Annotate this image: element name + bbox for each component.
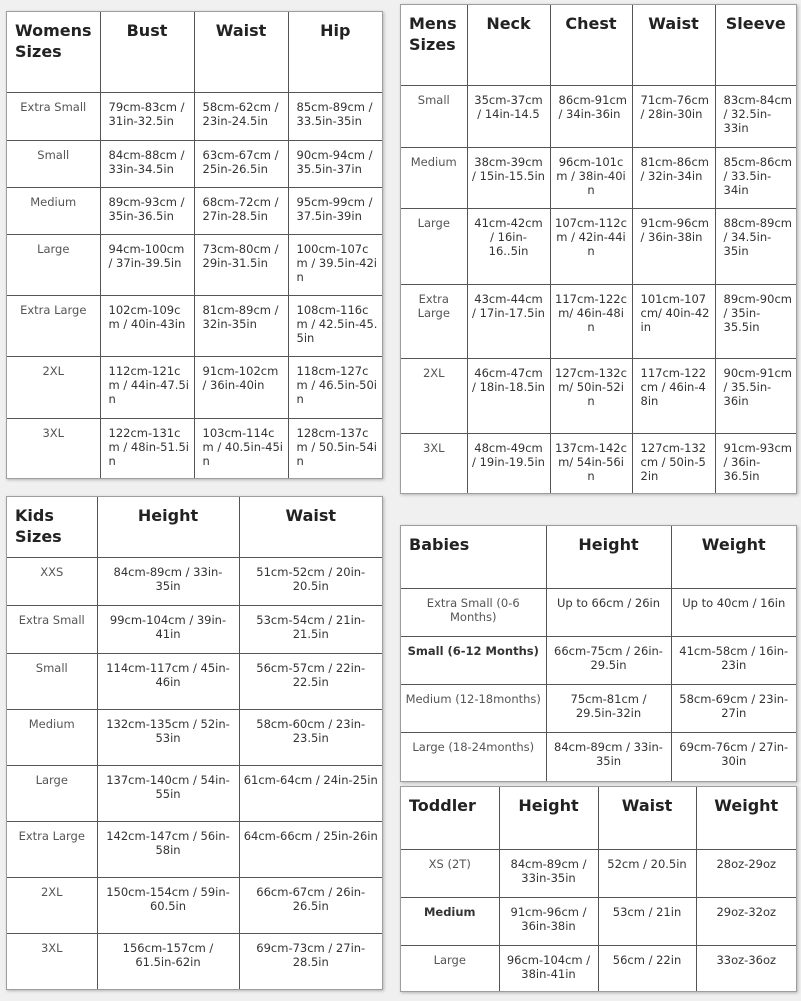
table-row [7,140,382,187]
table-header-row [401,526,796,588]
toddler-size-chart [400,786,797,992]
table-header-row [7,12,382,92]
size-label: Large [7,765,97,821]
measurement-cell: 103cm-114cm / 40.5in-45in [194,418,288,478]
measurement-cell: 48cm-49cm / 19in-19.5in [467,433,550,493]
table-row [7,821,382,877]
measurement-cell: Up to 40cm / 16in [671,588,796,636]
size-label: Medium (12-18months) [401,684,546,732]
size-label: Extra Large [7,821,97,877]
measurement-cell: 84cm-88cm / 33in-34.5in [100,140,194,187]
measurement-cell: 85cm-89cm / 33.5in-35in [288,92,382,140]
table-row [7,356,382,418]
column-header-height: Height [546,526,671,588]
size-label: 3XL [7,418,100,478]
table-header-row [401,787,796,849]
column-header-waist: Waist [194,12,288,92]
table-row [7,187,382,234]
size-label: Large [7,234,100,295]
measurement-cell: 101cm-107cm/ 40in-42in [632,284,715,358]
size-label: Extra Large [7,295,100,356]
size-label: Small [7,653,97,709]
measurement-cell: 51cm-52cm / 20in-20.5in [239,557,382,605]
size-label: Medium [401,897,499,945]
kids-size-chart [6,496,383,990]
measurement-cell: 112cm-121cm / 44in-47.5in [100,356,194,418]
measurement-cell: 58cm-62cm / 23in-24.5in [194,92,288,140]
kids-title: Kids Sizes [7,497,97,557]
table-row [401,358,796,433]
measurement-cell: 66cm-75cm / 26in-29.5in [546,636,671,684]
measurement-cell: 35cm-37cm / 14in-14.5 [467,85,550,147]
measurement-cell: 96cm-101cm / 38in-40in [550,147,632,208]
measurement-cell: 91cm-96cm / 36in-38in [632,208,715,284]
table-row [7,418,382,478]
size-label: Small (6-12 Months) [401,636,546,684]
table-row [401,284,796,358]
measurement-cell: 117cm-122cm / 46in-48in [632,358,715,433]
measurement-cell: 95cm-99cm / 37.5in-39in [288,187,382,234]
measurement-cell: 132cm-135cm / 52in-53in [97,709,239,765]
measurement-cell: 83cm-84cm / 32.5in-33in [715,85,796,147]
measurement-cell: 122cm-131cm / 48in-51.5in [100,418,194,478]
measurement-cell: 114cm-117cm / 45in-46in [97,653,239,709]
table-row [401,897,796,945]
table-row [401,433,796,493]
measurement-cell: 79cm-83cm / 31in-32.5in [100,92,194,140]
size-label: Large (18-24months) [401,732,546,781]
measurement-cell: 75cm-81cm / 29.5in-32in [546,684,671,732]
measurement-cell: 53cm-54cm / 21in-21.5in [239,605,382,653]
column-header-height: Height [97,497,239,557]
size-label: 2XL [401,358,467,433]
measurement-cell: 61cm-64cm / 24in-25in [239,765,382,821]
size-label: 2XL [7,877,97,933]
measurement-cell: 69cm-73cm / 27in-28.5in [239,933,382,989]
measurement-cell: 137cm-142cm/ 54in-56in [550,433,632,493]
table-row [7,605,382,653]
measurement-cell: 29oz-32oz [696,897,796,945]
size-label: Extra Large [401,284,467,358]
measurement-cell: 91cm-96cm / 36in-38in [499,897,598,945]
size-label: XS (2T) [401,849,499,897]
measurement-cell: 64cm-66cm / 25in-26in [239,821,382,877]
measurement-cell: 33oz-36oz [696,945,796,991]
column-header-weight: Weight [671,526,796,588]
table-row [401,636,796,684]
column-header-weight: Weight [696,787,796,849]
table-header-row [7,497,382,557]
measurement-cell: 90cm-91cm / 35.5in-36in [715,358,796,433]
measurement-cell: 96cm-104cm / 38in-41in [499,945,598,991]
table-row [401,732,796,781]
measurement-cell: 137cm-140cm / 54in-55in [97,765,239,821]
size-label: Medium [7,187,100,234]
size-label: XXS [7,557,97,605]
measurement-cell: 91cm-102cm / 36in-40in [194,356,288,418]
size-label: Extra Small [7,92,100,140]
table-row [401,945,796,991]
measurement-cell: 58cm-60cm / 23in-23.5in [239,709,382,765]
measurement-cell: 28oz-29oz [696,849,796,897]
size-label: Medium [7,709,97,765]
measurement-cell: 69cm-76cm / 27in-30in [671,732,796,781]
size-label: Large [401,208,467,284]
column-header-neck: Neck [467,5,550,85]
measurement-cell: 81cm-89cm / 32in-35in [194,295,288,356]
table-row [7,557,382,605]
measurement-cell: 99cm-104cm / 39in-41in [97,605,239,653]
size-label: 3XL [7,933,97,989]
measurement-cell: 100cm-107cm / 39.5in-42in [288,234,382,295]
measurement-cell: 81cm-86cm / 32in-34in [632,147,715,208]
table-row [7,933,382,989]
measurement-cell: 117cm-122cm/ 46in-48in [550,284,632,358]
measurement-cell: 66cm-67cm / 26in-26.5in [239,877,382,933]
measurement-cell: 84cm-89cm / 33in-35in [546,732,671,781]
babies-size-chart [400,525,797,782]
table-row [7,92,382,140]
table-row [7,765,382,821]
measurement-cell: 142cm-147cm / 56in-58in [97,821,239,877]
table-row [401,85,796,147]
measurement-cell: 128cm-137cm / 50.5in-54in [288,418,382,478]
size-label: Large [401,945,499,991]
measurement-cell: 91cm-93cm / 36in-36.5in [715,433,796,493]
table-row [401,588,796,636]
size-label: Extra Small [7,605,97,653]
measurement-cell: 56cm / 22in [598,945,696,991]
measurement-cell: 58cm-69cm / 23in-27in [671,684,796,732]
babies-title: Babies [401,526,546,588]
column-header-chest: Chest [550,5,632,85]
table-row [7,709,382,765]
measurement-cell: 56cm-57cm / 22in-22.5in [239,653,382,709]
table-row [7,295,382,356]
toddler-title: Toddler [401,787,499,849]
column-header-waist: Waist [239,497,382,557]
table-row [401,208,796,284]
measurement-cell: 43cm-44cm / 17in-17.5in [467,284,550,358]
table-row [401,849,796,897]
table-row [7,653,382,709]
measurement-cell: 94cm-100cm / 37in-39.5in [100,234,194,295]
column-header-bust: Bust [100,12,194,92]
size-label: Small [401,85,467,147]
measurement-cell: 89cm-90cm / 35in-35.5in [715,284,796,358]
mens-size-chart [400,4,797,494]
measurement-cell: 102cm-109cm / 40in-43in [100,295,194,356]
measurement-cell: 89cm-93cm / 35in-36.5in [100,187,194,234]
measurement-cell: 84cm-89cm / 33in-35in [499,849,598,897]
size-label: Extra Small (0-6 Months) [401,588,546,636]
measurement-cell: 156cm-157cm / 61.5in-62in [97,933,239,989]
measurement-cell: 71cm-76cm / 28in-30in [632,85,715,147]
measurement-cell: 150cm-154cm / 59in-60.5in [97,877,239,933]
measurement-cell: 68cm-72cm / 27in-28.5in [194,187,288,234]
measurement-cell: 38cm-39cm / 15in-15.5in [467,147,550,208]
column-header-height: Height [499,787,598,849]
measurement-cell: 52cm / 20.5in [598,849,696,897]
size-label: 2XL [7,356,100,418]
measurement-cell: 107cm-112cm / 42in-44in [550,208,632,284]
measurement-cell: 73cm-80cm / 29in-31.5in [194,234,288,295]
table-row [7,877,382,933]
measurement-cell: Up to 66cm / 26in [546,588,671,636]
table-header-row [401,5,796,85]
measurement-cell: 88cm-89cm / 34.5in-35in [715,208,796,284]
measurement-cell: 46cm-47cm / 18in-18.5in [467,358,550,433]
size-label: Medium [401,147,467,208]
measurement-cell: 127cm-132cm/ 50in-52in [550,358,632,433]
measurement-cell: 90cm-94cm / 35.5in-37in [288,140,382,187]
column-header-sleeve: Sleeve [715,5,796,85]
measurement-cell: 108cm-116cm / 42.5in-45.5in [288,295,382,356]
mens-title: Mens Sizes [401,5,467,85]
womens-size-chart [6,11,383,479]
measurement-cell: 41cm-58cm / 16in-23in [671,636,796,684]
table-row [401,684,796,732]
measurement-cell: 86cm-91cm / 34in-36in [550,85,632,147]
table-row [7,234,382,295]
womens-title: Womens Sizes [7,12,100,92]
table-row [401,147,796,208]
measurement-cell: 63cm-67cm / 25in-26.5in [194,140,288,187]
measurement-cell: 85cm-86cm / 33.5in-34in [715,147,796,208]
column-header-waist: Waist [598,787,696,849]
column-header-hip: Hip [288,12,382,92]
measurement-cell: 53cm / 21in [598,897,696,945]
size-label: 3XL [401,433,467,493]
measurement-cell: 84cm-89cm / 33in-35in [97,557,239,605]
column-header-waist: Waist [632,5,715,85]
measurement-cell: 41cm-42cm / 16in-16..5in [467,208,550,284]
measurement-cell: 127cm-132cm / 50in-52in [632,433,715,493]
size-label: Small [7,140,100,187]
measurement-cell: 118cm-127cm / 46.5in-50in [288,356,382,418]
